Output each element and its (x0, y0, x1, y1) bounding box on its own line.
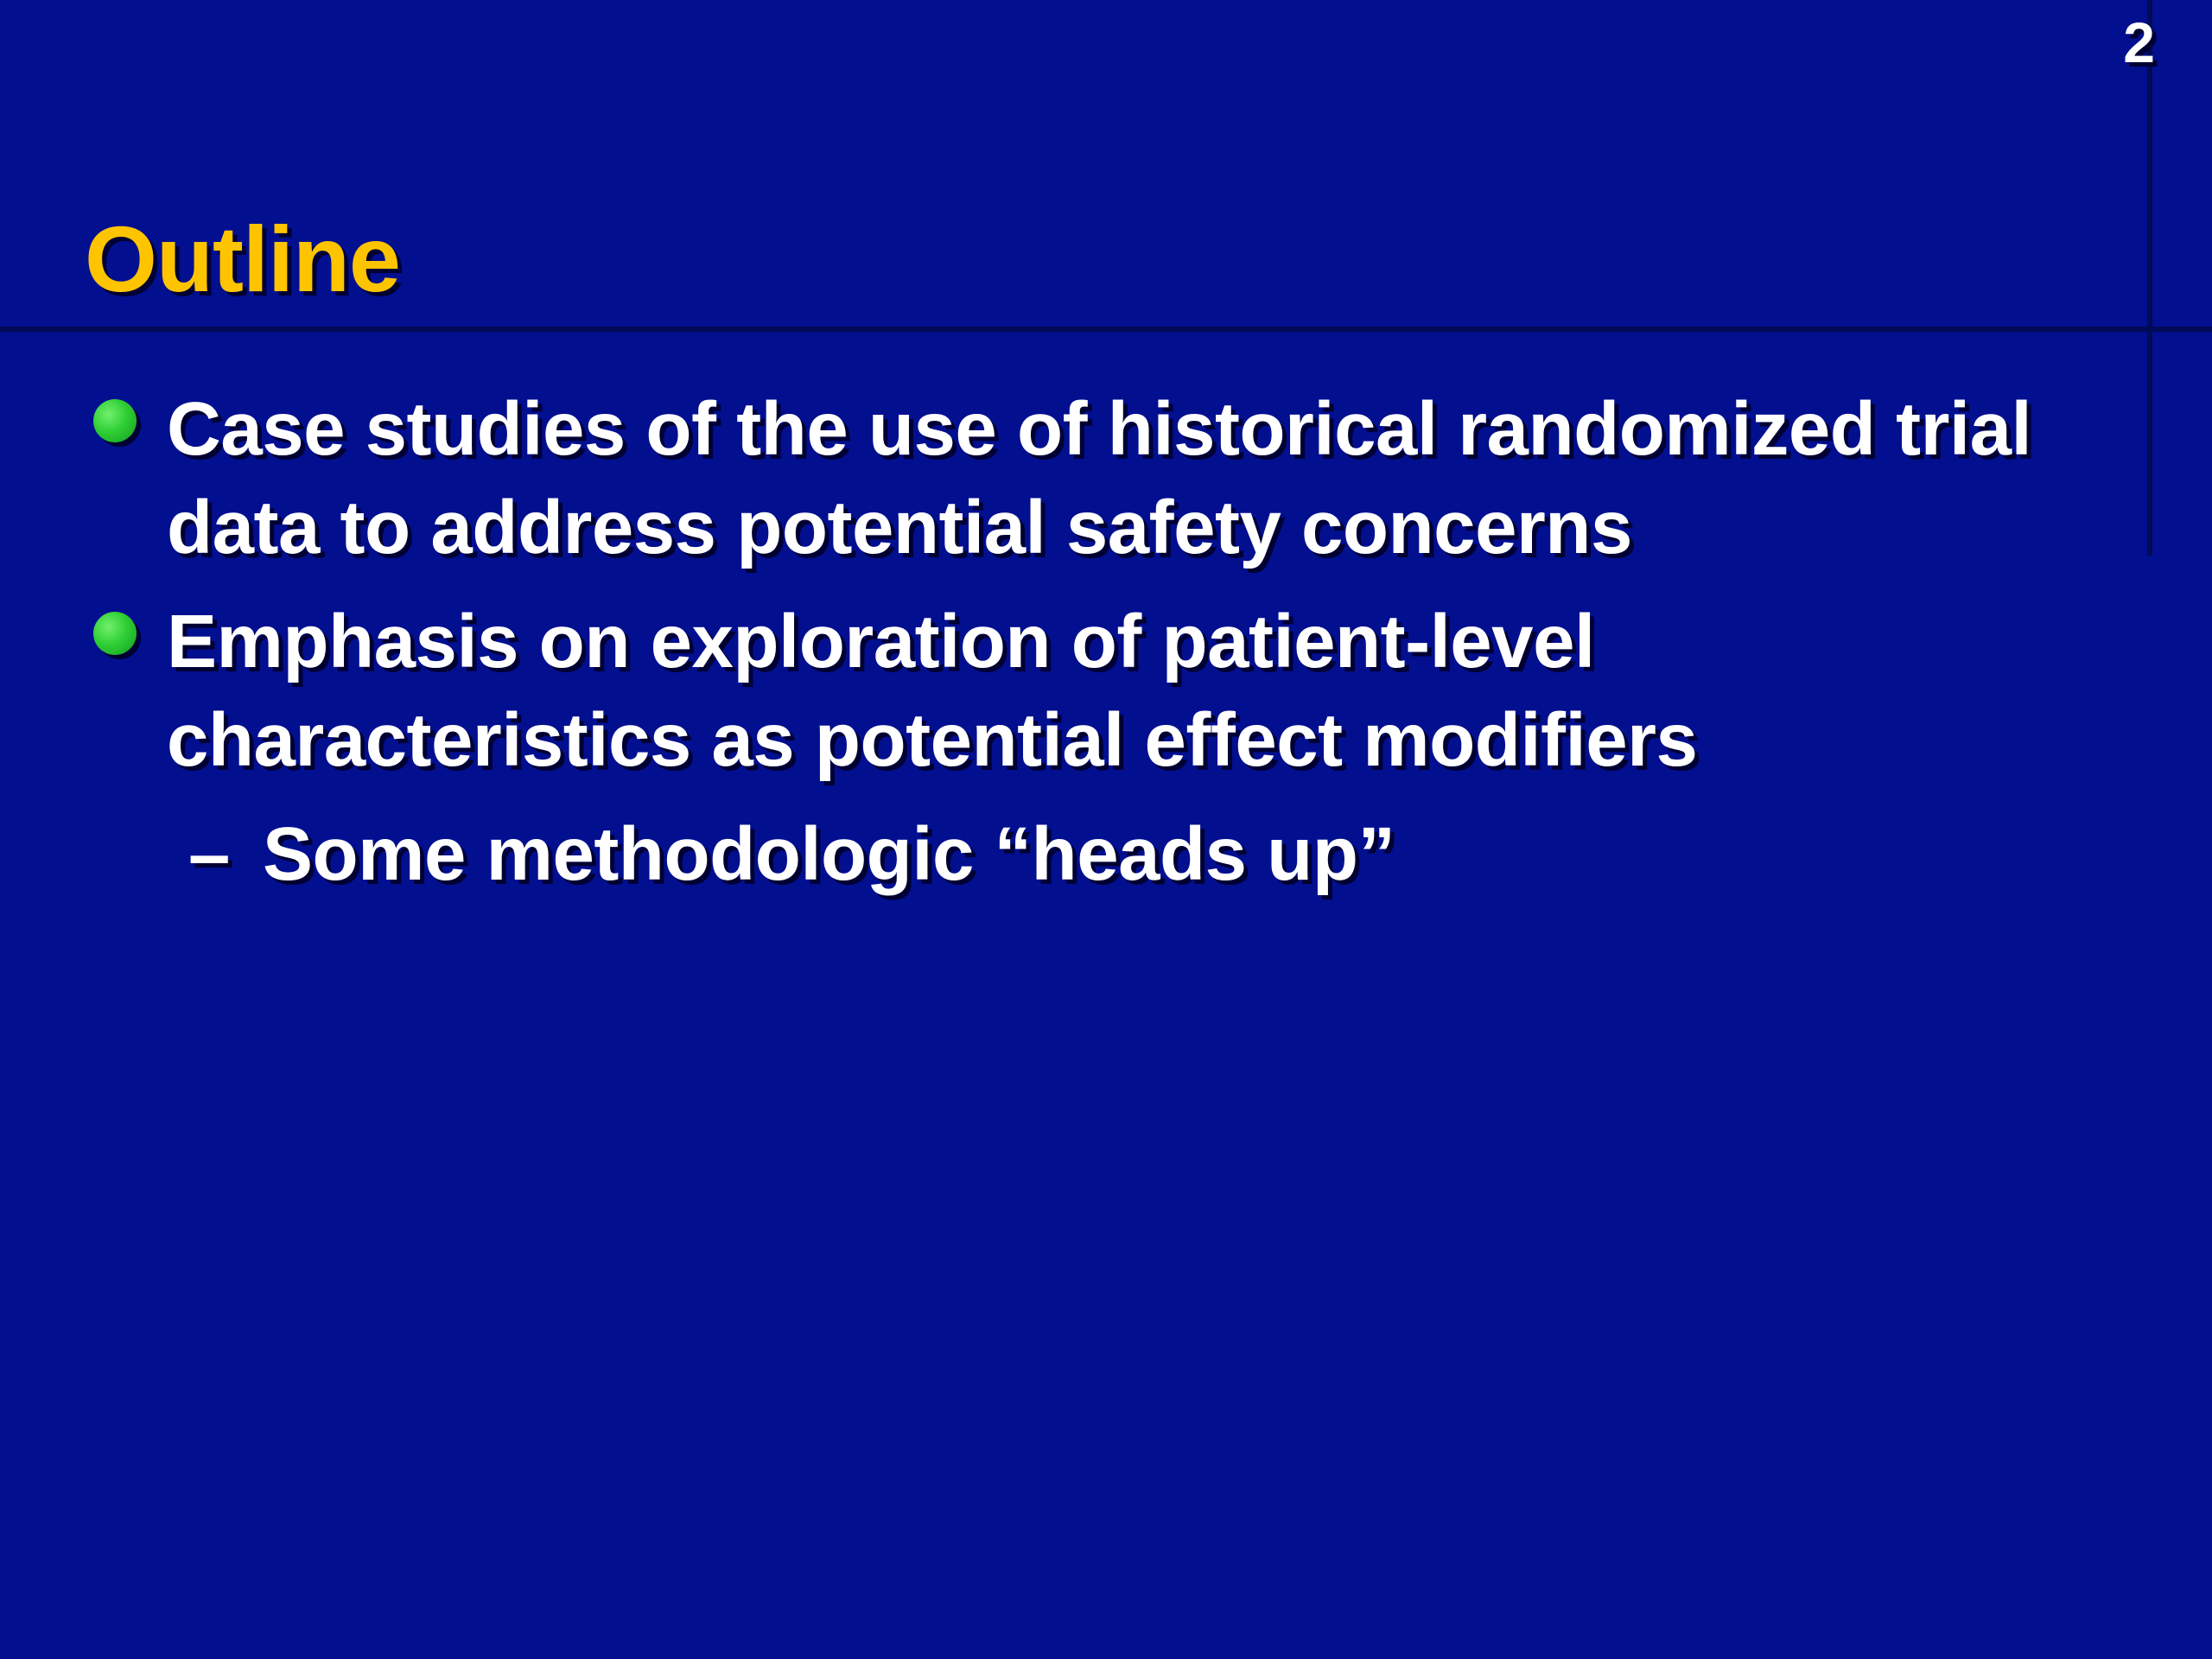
green-circle-bullet-icon (93, 399, 137, 442)
slide-page-number: 2 (2123, 10, 2155, 74)
bullet-item-case-studies (0, 380, 2108, 577)
horizontal-divider (0, 327, 2212, 332)
bullet-item-emphasis (0, 593, 2108, 790)
bullet-text: Emphasis on exploration of patient-level characteristics as potential effect modifiers (167, 600, 1698, 782)
green-circle-bullet-icon (93, 612, 137, 655)
bullet-list (0, 380, 2108, 904)
slide-title: Outline (85, 207, 400, 311)
bullet-text: Case studies of the use of historical randomized trial data to address potential safety concerns (167, 387, 2032, 569)
sub-bullet-text: Some methodologic “heads up” (263, 812, 1395, 896)
sub-bullet-item-heads-up (0, 805, 2108, 904)
dash-bullet-marker: – (188, 812, 230, 896)
vertical-divider (2147, 0, 2152, 556)
